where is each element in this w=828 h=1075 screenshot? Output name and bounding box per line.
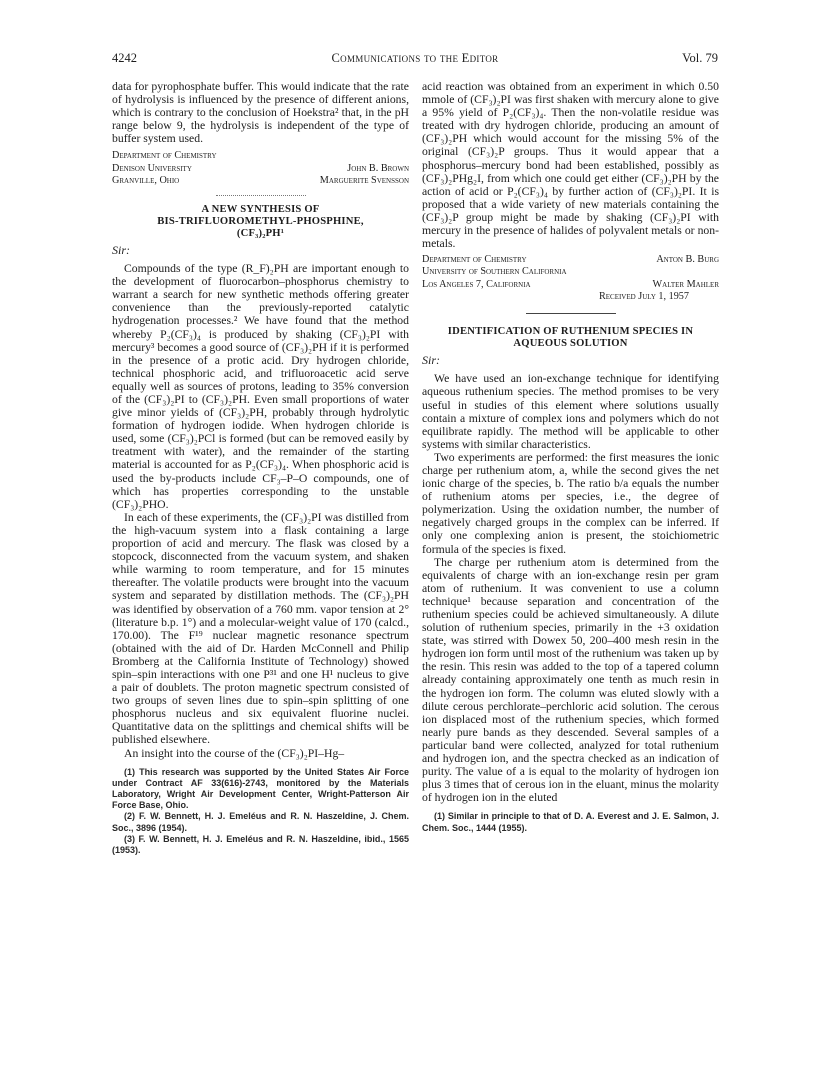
- affil-city: Granville, Ohio: [112, 174, 180, 186]
- continuation-paragraph: data for pyrophosphate buffer. This would indicate that the rate of hydrolysis is influenced by the presence of different anions, which is contrary to the conclusion of Hoekstra² that, in the pH range below 9, the hydrolysis is independent of the type of buffer system used.: [112, 80, 409, 146]
- affil-author: John B. Brown: [347, 162, 409, 174]
- footnotes: [422, 811, 719, 833]
- article-title: [112, 204, 409, 240]
- footnotes: [112, 767, 409, 857]
- body-paragraph: Two experiments are performed: the first measures the ionic charge per ruthenium atom, a, while the second gives the net ionic charge of the species, b. The ratio b/a equals the number of ruthenium atoms per species, i.e., the degree of polymerization. Using the oxidation number, the number of negatively charged groups in the complex can be inferred. If only one complexing anion is present, the stoichiometric formula of the species is fixed.: [422, 450, 719, 556]
- title-line: IDENTIFICATION OF RUTHENIUM SPECIES IN: [447, 326, 694, 338]
- affil-author: Marguerite Svensson: [319, 174, 409, 186]
- running-head: Communications to the Editor: [331, 51, 499, 65]
- footnote: (1) This research was supported by the United States Air Force under Contract AF 33(616)-2743, monitored by the Materials Laboratory, Wright Air Development Center, Wright-Patterson Air Force Base, Ohio.: [112, 766, 409, 811]
- salutation: Sir:: [422, 353, 440, 368]
- affil-author: Anton B. Burg: [656, 254, 719, 266]
- left-column: [112, 80, 409, 856]
- salutation: Sir:: [112, 243, 130, 258]
- title-line: A NEW SYNTHESIS OF: [201, 204, 320, 216]
- body-paragraph: An insight into the course of the (CF₃)₂PI–Hg–: [124, 746, 345, 760]
- title-line: AQUEOUS SOLUTION: [513, 338, 628, 350]
- affil-city: Los Angeles 7, California: [422, 278, 531, 290]
- affil-university: University of Southern California: [422, 266, 567, 278]
- title-line: (CF₃)₂PH¹: [236, 228, 285, 240]
- affil-department: Department of Chemistry: [112, 150, 217, 162]
- right-column: [422, 80, 719, 834]
- body-paragraph: acid reaction was obtained from an experiment in which 0.50 mmole of (CF₃)₂PI was first shaken with mercury alone to give a 95% yield of P₂(CF₃)₄. Then the non-volatile residue was treated with dry hydrogen chloride, producing an amount of (CF₃)₂PH which would account for the missing 5% of the original (CF₃)₂P groups. Thus it would appear that a phosphorus–mercury bond had been established, possibly as (CF₃)₂PHg₂I, from which one could get either (CF₃)₂PH by the action of acid or P₂(CF₃)₄ by further action of (CF₃)₂PI. It is proposed that a wide variety of new materials containing the (CF₃)₂P group might be made by shaking (CF₃)₂PI with mercury in the presence of halides of polyvalent metals or non-metals.: [422, 80, 719, 251]
- body-paragraph: Compounds of the type (R_F)₂PH are important enough to the development of fluorocarbon–phosphorus chemistry to warrant a search for new synthetic methods offering greater convenience than the previously-reported catalytic hydrogenation processes.² We have found that the method whereby P₂(CF₃)₄ is produced by shaking (CF₃)₂PI with mercury³ becomes a good source of (CF₃)₂PH if it is performed in the presence of a protic acid. Dry hydrogen chloride, technical phosphoric acid, and trifluoroacetic acid serve equally well as sources of protons, leading to 35% conversion of the (CF₃)₂PI to (CF₃)₂PH. Even small proportions of water give minor yields of (CF₃)₂PH, probably through hydrolytic formation of hydrogen iodide. When hydrogen chloride is used, some (CF₃)₂PCl is formed (but can be removed easily by treatment with water), and the remainder of the starting material is accounted for as P₂(CF₃)₄. When phosphoric acid is used the by-products include CF₃–P–O compounds, one of which has properties corresponding to the unstable (CF₃)₂PHO.: [112, 262, 409, 511]
- affil-author: Walter Mahler: [652, 278, 719, 290]
- footnote: (1) Similar in principle to that of D. A. Everest and J. E. Salmon, J. Chem. Soc., 1444 (1955).: [422, 811, 719, 833]
- section-divider: [526, 313, 616, 314]
- affiliation-brown-svensson: [112, 150, 409, 187]
- section-divider: [216, 195, 306, 196]
- body-paragraph: The charge per ruthenium atom is determined from the equivalents of charge with an ion-exchange resin per gram atom of ruthenium. It was convenient to use a column technique¹ because separation and concentration of the ruthenium species could be achieved simultaneously. A dilute solution of ruthenium species, primarily in the +3 oxidation state, was stirred with Dowex 50, 200–400 mesh resin in the hydrogen ion form until most of the ruthenium was taken up by the resin. This resin was added to the top of a tapered column already containing approximately one tenth as much resin in the hydrogen ion form. The column was eluted slowly with a dilute cerous perchlorate–perchloric acid solution. The cerous ion displaced most of the ruthenium species, which formed nearly pure bands as they descended. Several samples of a particular band were collected, analyzed for total ruthenium and hydrogen ion, and the spectra checked as an indication of purity. The value of a is equal to the molarity of hydrogen ion plus 3 times that of cerous ion in the eluant, minus the molarity of hydrogen ion in the eluted: [422, 555, 720, 805]
- affil-university: Denison University: [112, 162, 192, 174]
- page-header: [112, 50, 718, 66]
- body-paragraph: In each of these experiments, the (CF₃)₂PI was distilled from the high-vacuum system into a flask containing a large proportion of acid and mercury. The flask was closed by a stopcock, disconnected from the vacuum system, and shaken while warming to room temperature, and for 15 minutes thereafter. The volatile products were brought into the vacuum system and separated by distillation methods. The (CF₃)₂PH was identified by observation of a 760 mm. vapor tension at 2° (literature b.p. 1°) and a molecular-weight value of 170 (calcd., 170.00). The F¹⁹ nuclear magnetic resonance spectrum (obtained with the aid of Dr. Harden McConnell and Philip Bromberg at the California Institute of Technology) showed spin–spin interactions with one P³¹ and one H¹ nucleus to give a pair of doublets. The proton magnetic spectrum consisted of two groups of seven lines due to spin–spin splitting of one phosphorus nucleus and six equivalent fluorine nuclei. Quantitative data on the splittings and chemical shifts will be published elsewhere.: [112, 510, 409, 747]
- received-date: Received July 1, 1957: [598, 290, 689, 302]
- body-paragraph: We have used an ion-exchange technique for identifying aqueous ruthenium species. The method promises to be very useful in studies of this element where solutions usually contain a mixture of complex ions and polymers which do not equilibrate rapidly. The method will be applicable to other systems with similar characteristics.: [422, 372, 719, 451]
- volume-label: Vol. 79: [682, 51, 718, 65]
- affil-department: Department of Chemistry: [422, 254, 527, 266]
- footnote: (3) F. W. Bennett, H. J. Emeléus and R. N. Haszeldine, ibid., 1565 (1953).: [112, 833, 409, 856]
- affiliation-burg-mahler: [422, 254, 719, 291]
- article-title: [422, 326, 719, 350]
- title-line: BIS-TRIFLUOROMETHYL-PHOSPHINE,: [157, 216, 364, 228]
- footnote: (2) F. W. Bennett, H. J. Emeléus and R. N. Haszeldine, J. Chem. Soc., 3896 (1954).: [112, 811, 409, 833]
- page-number: 4242: [112, 51, 137, 65]
